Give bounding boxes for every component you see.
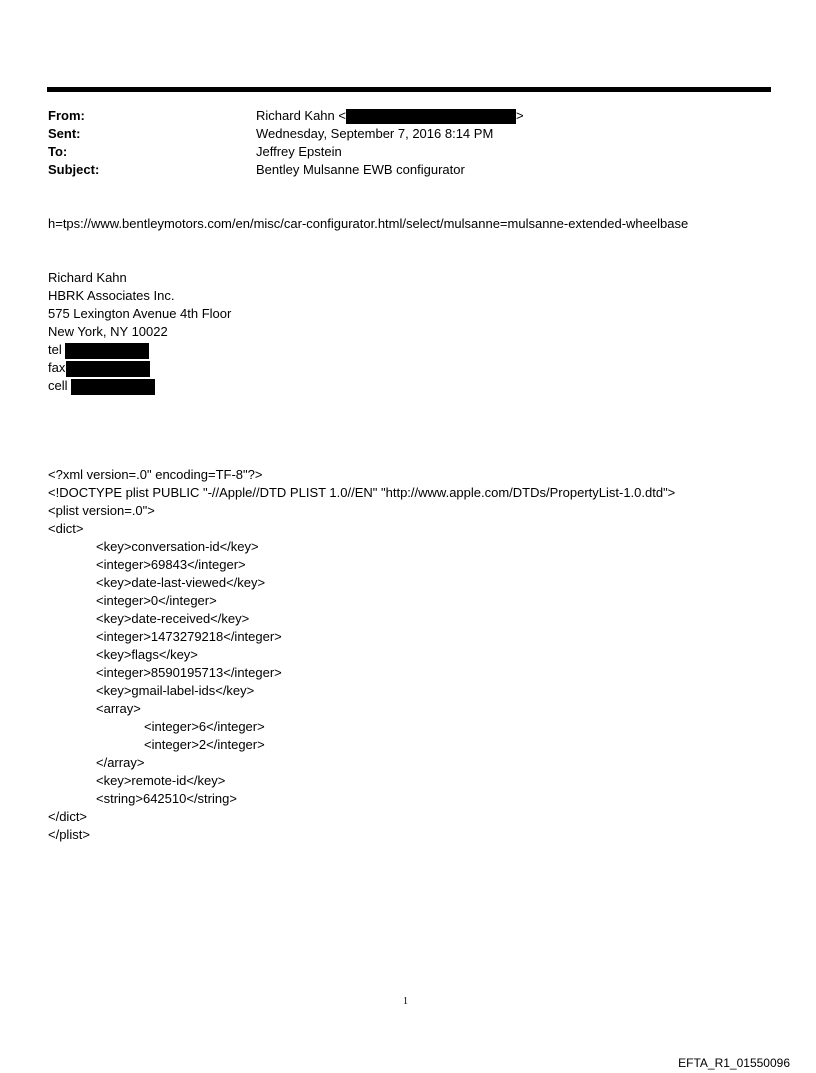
xml-line: <key>date-received</key> bbox=[96, 611, 250, 626]
xml-line: <integer>6</integer> bbox=[144, 719, 265, 734]
xml-line: <?xml version=.0" encoding=TF-8"?> bbox=[48, 467, 263, 482]
fax-label: fax bbox=[48, 360, 66, 375]
signature-fax bbox=[48, 360, 150, 377]
redaction-block bbox=[346, 109, 516, 124]
xml-line: <integer>1473279218</integer> bbox=[96, 629, 282, 644]
xml-line: <array> bbox=[96, 701, 141, 716]
xml-line: <integer>2</integer> bbox=[144, 737, 265, 752]
xml-line: </dict> bbox=[48, 809, 88, 824]
from-value bbox=[256, 108, 524, 124]
signature-cell bbox=[48, 378, 155, 395]
header-rule bbox=[47, 87, 771, 92]
xml-line: <string>642510</string> bbox=[96, 791, 237, 806]
xml-line: <dict> bbox=[48, 521, 84, 536]
body-url[interactable]: h=tps://www.bentleymotors.com/en/misc/car-configurator.html/select/mulsanne=mulsanne-extended-wheelbase bbox=[48, 216, 689, 231]
tel-label: tel bbox=[48, 342, 62, 357]
xml-line: <integer>69843</integer> bbox=[96, 557, 246, 572]
to-label: To: bbox=[48, 144, 68, 159]
signature-company: HBRK Associates Inc. bbox=[48, 288, 175, 303]
xml-line: </array> bbox=[96, 755, 145, 770]
xml-line: <!DOCTYPE plist PUBLIC "-//Apple//DTD PLIST 1.0//EN" "http://www.apple.com/DTDs/PropertyList-1.0.dtd"> bbox=[48, 485, 676, 500]
xml-line: </plist> bbox=[48, 827, 90, 842]
xml-line: <key>date-last-viewed</key> bbox=[96, 575, 266, 590]
subject-value: Bentley Mulsanne EWB configurator bbox=[256, 162, 465, 177]
xml-line: <key>gmail-label-ids</key> bbox=[96, 683, 255, 698]
xml-line: <key>conversation-id</key> bbox=[96, 539, 259, 554]
sent-label: Sent: bbox=[48, 126, 81, 141]
cell-label: cell bbox=[48, 378, 68, 393]
from-label: From: bbox=[48, 108, 85, 123]
page-number: 1 bbox=[403, 996, 408, 1007]
to-value: Jeffrey Epstein bbox=[256, 144, 342, 159]
signature-address-line1: 575 Lexington Avenue 4th Floor bbox=[48, 306, 232, 321]
xml-line: <key>remote-id</key> bbox=[96, 773, 226, 788]
xml-line: <integer>8590195713</integer> bbox=[96, 665, 282, 680]
xml-line: <key>flags</key> bbox=[96, 647, 198, 662]
xml-line: <integer>0</integer> bbox=[96, 593, 217, 608]
signature-name: Richard Kahn bbox=[48, 270, 127, 285]
xml-plist-block bbox=[48, 466, 675, 844]
signature-address-line2: New York, NY 10022 bbox=[48, 324, 168, 339]
redaction-block bbox=[71, 379, 155, 395]
bates-number: EFTA_R1_01550096 bbox=[678, 1056, 790, 1070]
xml-line: <plist version=.0"> bbox=[48, 503, 155, 518]
from-name: Richard Kahn < bbox=[256, 108, 346, 123]
subject-label: Subject: bbox=[48, 162, 100, 177]
redaction-block bbox=[65, 343, 149, 359]
redaction-block bbox=[66, 361, 150, 377]
sent-value: Wednesday, September 7, 2016 8:14 PM bbox=[256, 126, 494, 141]
signature-tel bbox=[48, 342, 149, 359]
from-close: > bbox=[515, 108, 524, 123]
